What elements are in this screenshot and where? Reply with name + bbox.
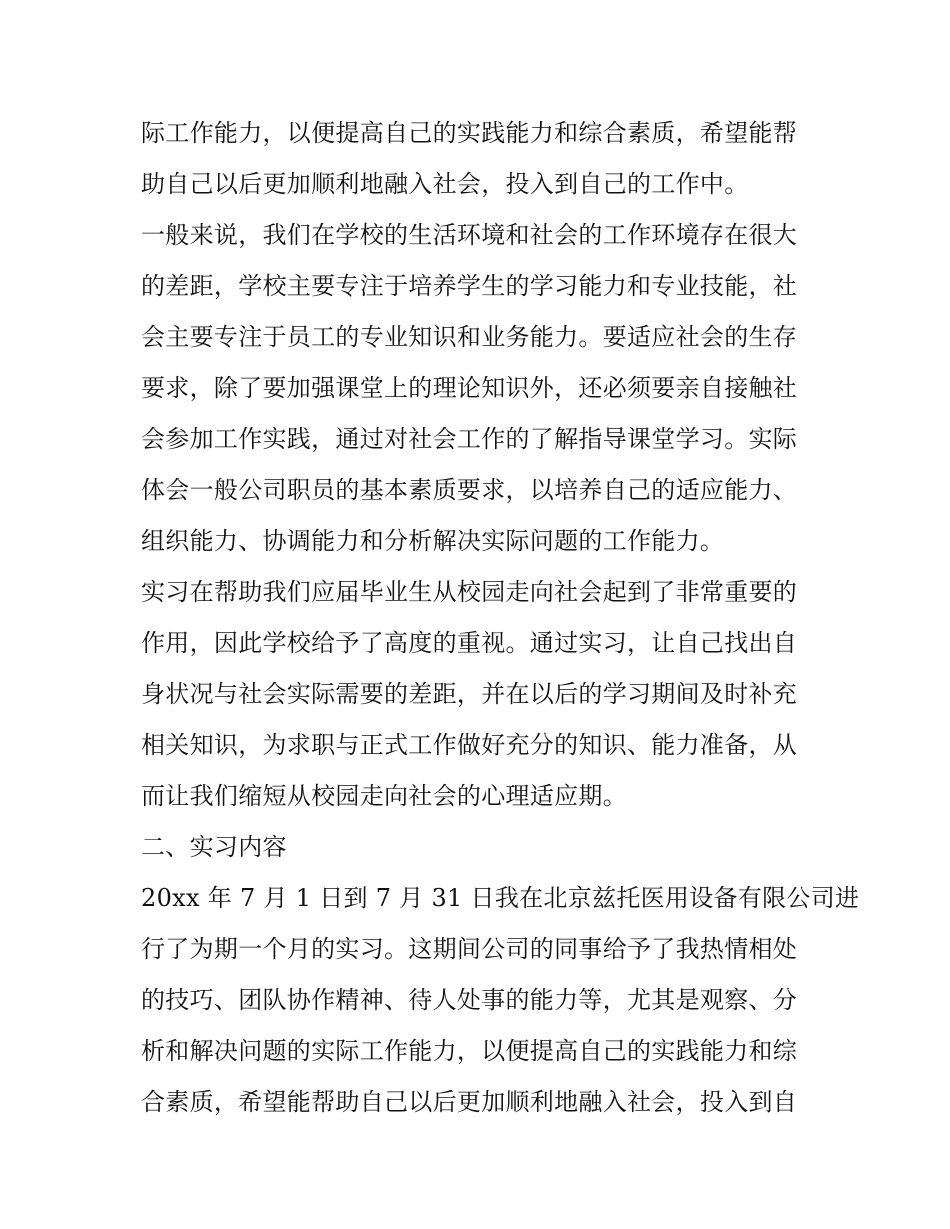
- text-line: 的技巧、团队协作精神、待人处事的能力等，尤其是观察、分: [141, 986, 798, 1014]
- text-line: 作用，因此学校给予了高度的重视。通过实习，让自己找出自: [141, 629, 798, 657]
- text-line: 会主要专注于员工的专业知识和业务能力。要适应社会的生存: [141, 323, 798, 351]
- text-line: 际工作能力，以便提高自己的实践能力和综合素质，希望能帮: [141, 119, 798, 147]
- text-line: 助自己以后更加顺利地融入社会，投入到自己的工作中。: [141, 170, 749, 198]
- text-line: 实习在帮助我们应届毕业生从校园走向社会起到了非常重要的: [141, 578, 798, 606]
- text-line: 组织能力、协调能力和分析解决实际问题的工作能力。: [141, 527, 725, 555]
- text-line: 行了为期一个月的实习。这期间公司的同事给予了我热情相处: [141, 935, 798, 963]
- text-line: 相关知识，为求职与正式工作做好充分的知识、能力准备，从: [141, 731, 798, 759]
- section-heading: 二、实习内容: [141, 833, 287, 861]
- text-line: 一般来说，我们在学校的生活环境和社会的工作环境存在很大: [141, 221, 798, 249]
- text-line: 合素质，希望能帮助自己以后更加顺利地融入社会，投入到自: [141, 1088, 798, 1116]
- text-line: 20xx 年 7 月 1 日到 7 月 31 日我在北京兹托医用设备有限公司进: [141, 884, 860, 912]
- text-line: 而让我们缩短从校园走向社会的心理适应期。: [141, 782, 627, 810]
- text-line: 析和解决问题的实际工作能力，以便提高自己的实践能力和综: [141, 1037, 798, 1065]
- document-body: [141, 108, 860, 1128]
- text-line: 的差距，学校主要专注于培养学生的学习能力和专业技能，社: [141, 272, 798, 300]
- text-line: 体会一般公司职员的基本素质要求，以培养自己的适应能力、: [141, 476, 798, 504]
- text-line: 身状况与社会实际需要的差距，并在以后的学习期间及时补充: [141, 680, 798, 708]
- text-line: 要求，除了要加强课堂上的理论知识外，还必须要亲自接触社: [141, 374, 798, 402]
- text-line: 会参加工作实践，通过对社会工作的了解指导课堂学习。实际: [141, 425, 798, 453]
